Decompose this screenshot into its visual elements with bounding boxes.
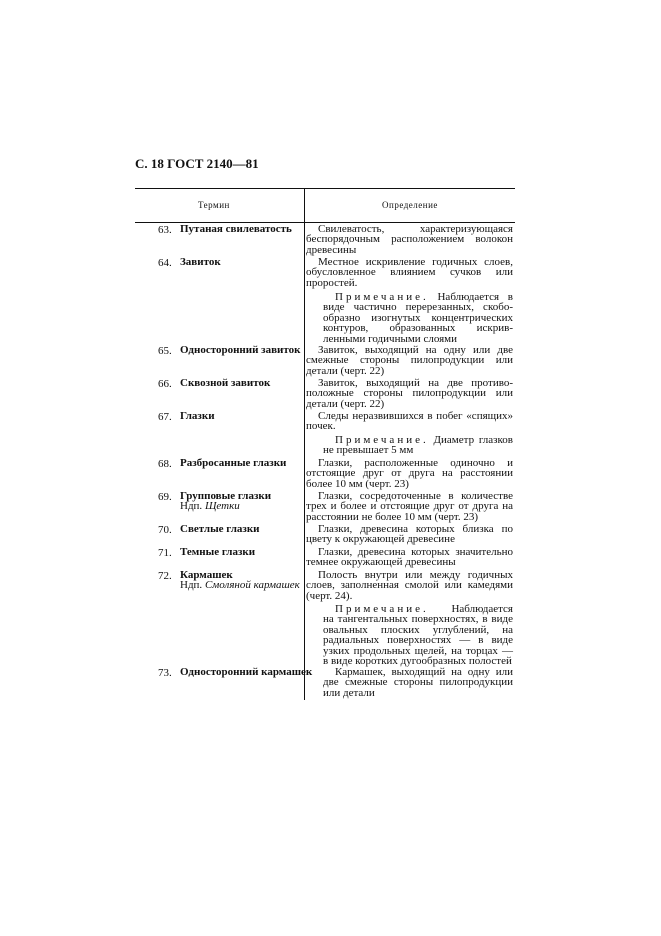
- definition: [306, 524, 513, 545]
- text-line: цвету к окружающей древесине: [306, 533, 455, 546]
- term-name: [180, 378, 270, 388]
- term-label: Групповые глазки: [180, 490, 272, 502]
- term-number: 68.: [158, 458, 172, 470]
- note: [323, 292, 513, 344]
- text-line: Местное искривление годичных слоев,: [318, 256, 513, 268]
- term-name: [180, 524, 260, 534]
- term-number: 64.: [158, 257, 172, 269]
- page-header: С. 18 ГОСТ 2140—81: [135, 156, 259, 171]
- definition: [306, 547, 513, 568]
- deprecated-prefix: Ндп.: [180, 579, 205, 592]
- term-label: Сквозной завиток: [180, 377, 271, 389]
- text-line: радиальных поверхностях — в виде: [323, 634, 513, 647]
- term-name: [180, 667, 312, 677]
- term-name: [180, 458, 286, 468]
- term-number: 73.: [158, 667, 172, 679]
- text-line: Глазки, расположенные одиночно и: [318, 457, 513, 469]
- term-name: [180, 547, 255, 557]
- term-label: Односторонний завиток: [180, 344, 301, 356]
- text-line: Следы неразвившихся в побег «спящих»: [318, 410, 513, 422]
- text-line: овальных плоских углублений, на: [323, 623, 513, 636]
- text-line: в виде коротких дугообразных полостей: [323, 655, 512, 668]
- note-label: Примечание.: [335, 603, 429, 615]
- text-line: или детали: [323, 686, 375, 699]
- term-label: Глазки: [180, 410, 215, 422]
- term-name: [180, 224, 292, 234]
- term-number: 66.: [158, 378, 172, 390]
- definition: [306, 570, 513, 601]
- text-line: трех и более и отстоящие друг от друга на: [306, 500, 513, 513]
- term-label: Односторонний кармашек: [180, 666, 313, 678]
- term-name: [180, 491, 271, 512]
- term-label: Темные глазки: [180, 546, 256, 558]
- text-line: Кармашек, выходящий на одну или: [335, 666, 513, 678]
- term-name: [180, 411, 215, 421]
- term-number: 67.: [158, 411, 172, 423]
- definition: [306, 411, 513, 432]
- text-line: Завиток, выходящий на две противо-: [318, 377, 513, 389]
- text-line: обусловленное влиянием сучков или: [306, 266, 513, 279]
- text-line: детали (черт. 22): [306, 397, 385, 410]
- text-line: виде частично перерезанных, скобо-: [323, 301, 513, 314]
- deprecated-name: Смоляной кармашек: [204, 579, 300, 592]
- text-line: Глазки, древесина которых значительно: [318, 546, 513, 558]
- column-divider: [304, 188, 305, 700]
- term-number: 63.: [158, 224, 172, 236]
- deprecated-prefix: Ндп.: [180, 500, 205, 513]
- deprecated-term: [180, 580, 300, 590]
- text-line: (черт. 24).: [306, 589, 353, 602]
- note-label: Примечание.: [335, 434, 429, 446]
- text-line: контуров, образованных искрив-: [323, 322, 513, 335]
- definition: [306, 458, 513, 489]
- text-line: древесины: [306, 243, 357, 256]
- text-line: Свилеватость, характеризующаяся: [318, 223, 513, 235]
- note: [323, 435, 513, 456]
- text-line: Глазки, древесина которых близка по: [318, 523, 513, 535]
- text-line: Глазки, сосредоточенные в количестве: [318, 490, 513, 502]
- text-line: смежные стороны пилопродукции или: [306, 354, 513, 367]
- definition: [306, 345, 513, 376]
- text-line: Примечание. Наблюдается: [335, 603, 513, 615]
- deprecated-name: Щетки: [204, 500, 240, 513]
- text-line: Полость внутри или между годичных: [318, 569, 513, 581]
- text-line: не превышает 5 мм: [323, 444, 414, 457]
- deprecated-term: [180, 501, 271, 511]
- term-name: [180, 570, 300, 591]
- text-line: ленными годичными слоями: [323, 332, 458, 345]
- text-line: детали (черт. 22): [306, 364, 385, 377]
- text-line: расстоянии не более 10 мм (черт. 23): [306, 510, 479, 523]
- note-label: Примечание.: [335, 291, 429, 303]
- text-line: проростей.: [306, 276, 358, 289]
- column-header-definition: Определение: [382, 200, 438, 210]
- text-line: более 10 мм (черт. 23): [306, 477, 409, 490]
- term-label: Светлые глазки: [180, 523, 260, 535]
- note: [323, 604, 513, 666]
- definition: [306, 378, 513, 409]
- term-number: 65.: [158, 345, 172, 357]
- text-line: образно изогнутых концентрических: [323, 311, 513, 324]
- term-label: Путаная свилеватость: [180, 223, 292, 235]
- text-line: узких продольных щелей, на торцах —: [323, 644, 513, 657]
- text-line: почек.: [306, 420, 336, 433]
- text-line: на тангентальных поверхностях, в виде: [323, 613, 513, 626]
- definition: [306, 257, 513, 288]
- text-line: слоев, заполненная смолой или камедями: [306, 579, 513, 592]
- term-number: 72.: [158, 570, 172, 582]
- text-line: Завиток, выходящий на одну или две: [318, 344, 513, 356]
- term-label: Разбросанные глазки: [180, 457, 287, 469]
- term-number: 70.: [158, 524, 172, 536]
- definition: [323, 667, 513, 698]
- term-number: 71.: [158, 547, 172, 559]
- text-line: беспорядочным расположением волокон: [306, 233, 513, 246]
- text-line: отстоящие друг от друга на расстоянии: [306, 467, 513, 480]
- term-label: Завиток: [180, 256, 221, 268]
- term-label: Кармашек: [180, 569, 233, 581]
- term-name: [180, 345, 300, 355]
- definition: [306, 224, 513, 255]
- definition: [306, 491, 513, 522]
- table-top-rule: [135, 188, 515, 189]
- text-line: Примечание. Диаметр глазков: [335, 434, 513, 446]
- term-number: 69.: [158, 491, 172, 503]
- column-header-term: Термин: [198, 200, 230, 210]
- text-line: две смежные стороны пилопродукции: [323, 676, 513, 689]
- text-line: Примечание. Наблюдается в: [335, 291, 513, 303]
- term-name: [180, 257, 221, 267]
- text-line: положные стороны пилопродукции или: [306, 387, 513, 400]
- text-line: темнее окружающей древесины: [306, 556, 456, 569]
